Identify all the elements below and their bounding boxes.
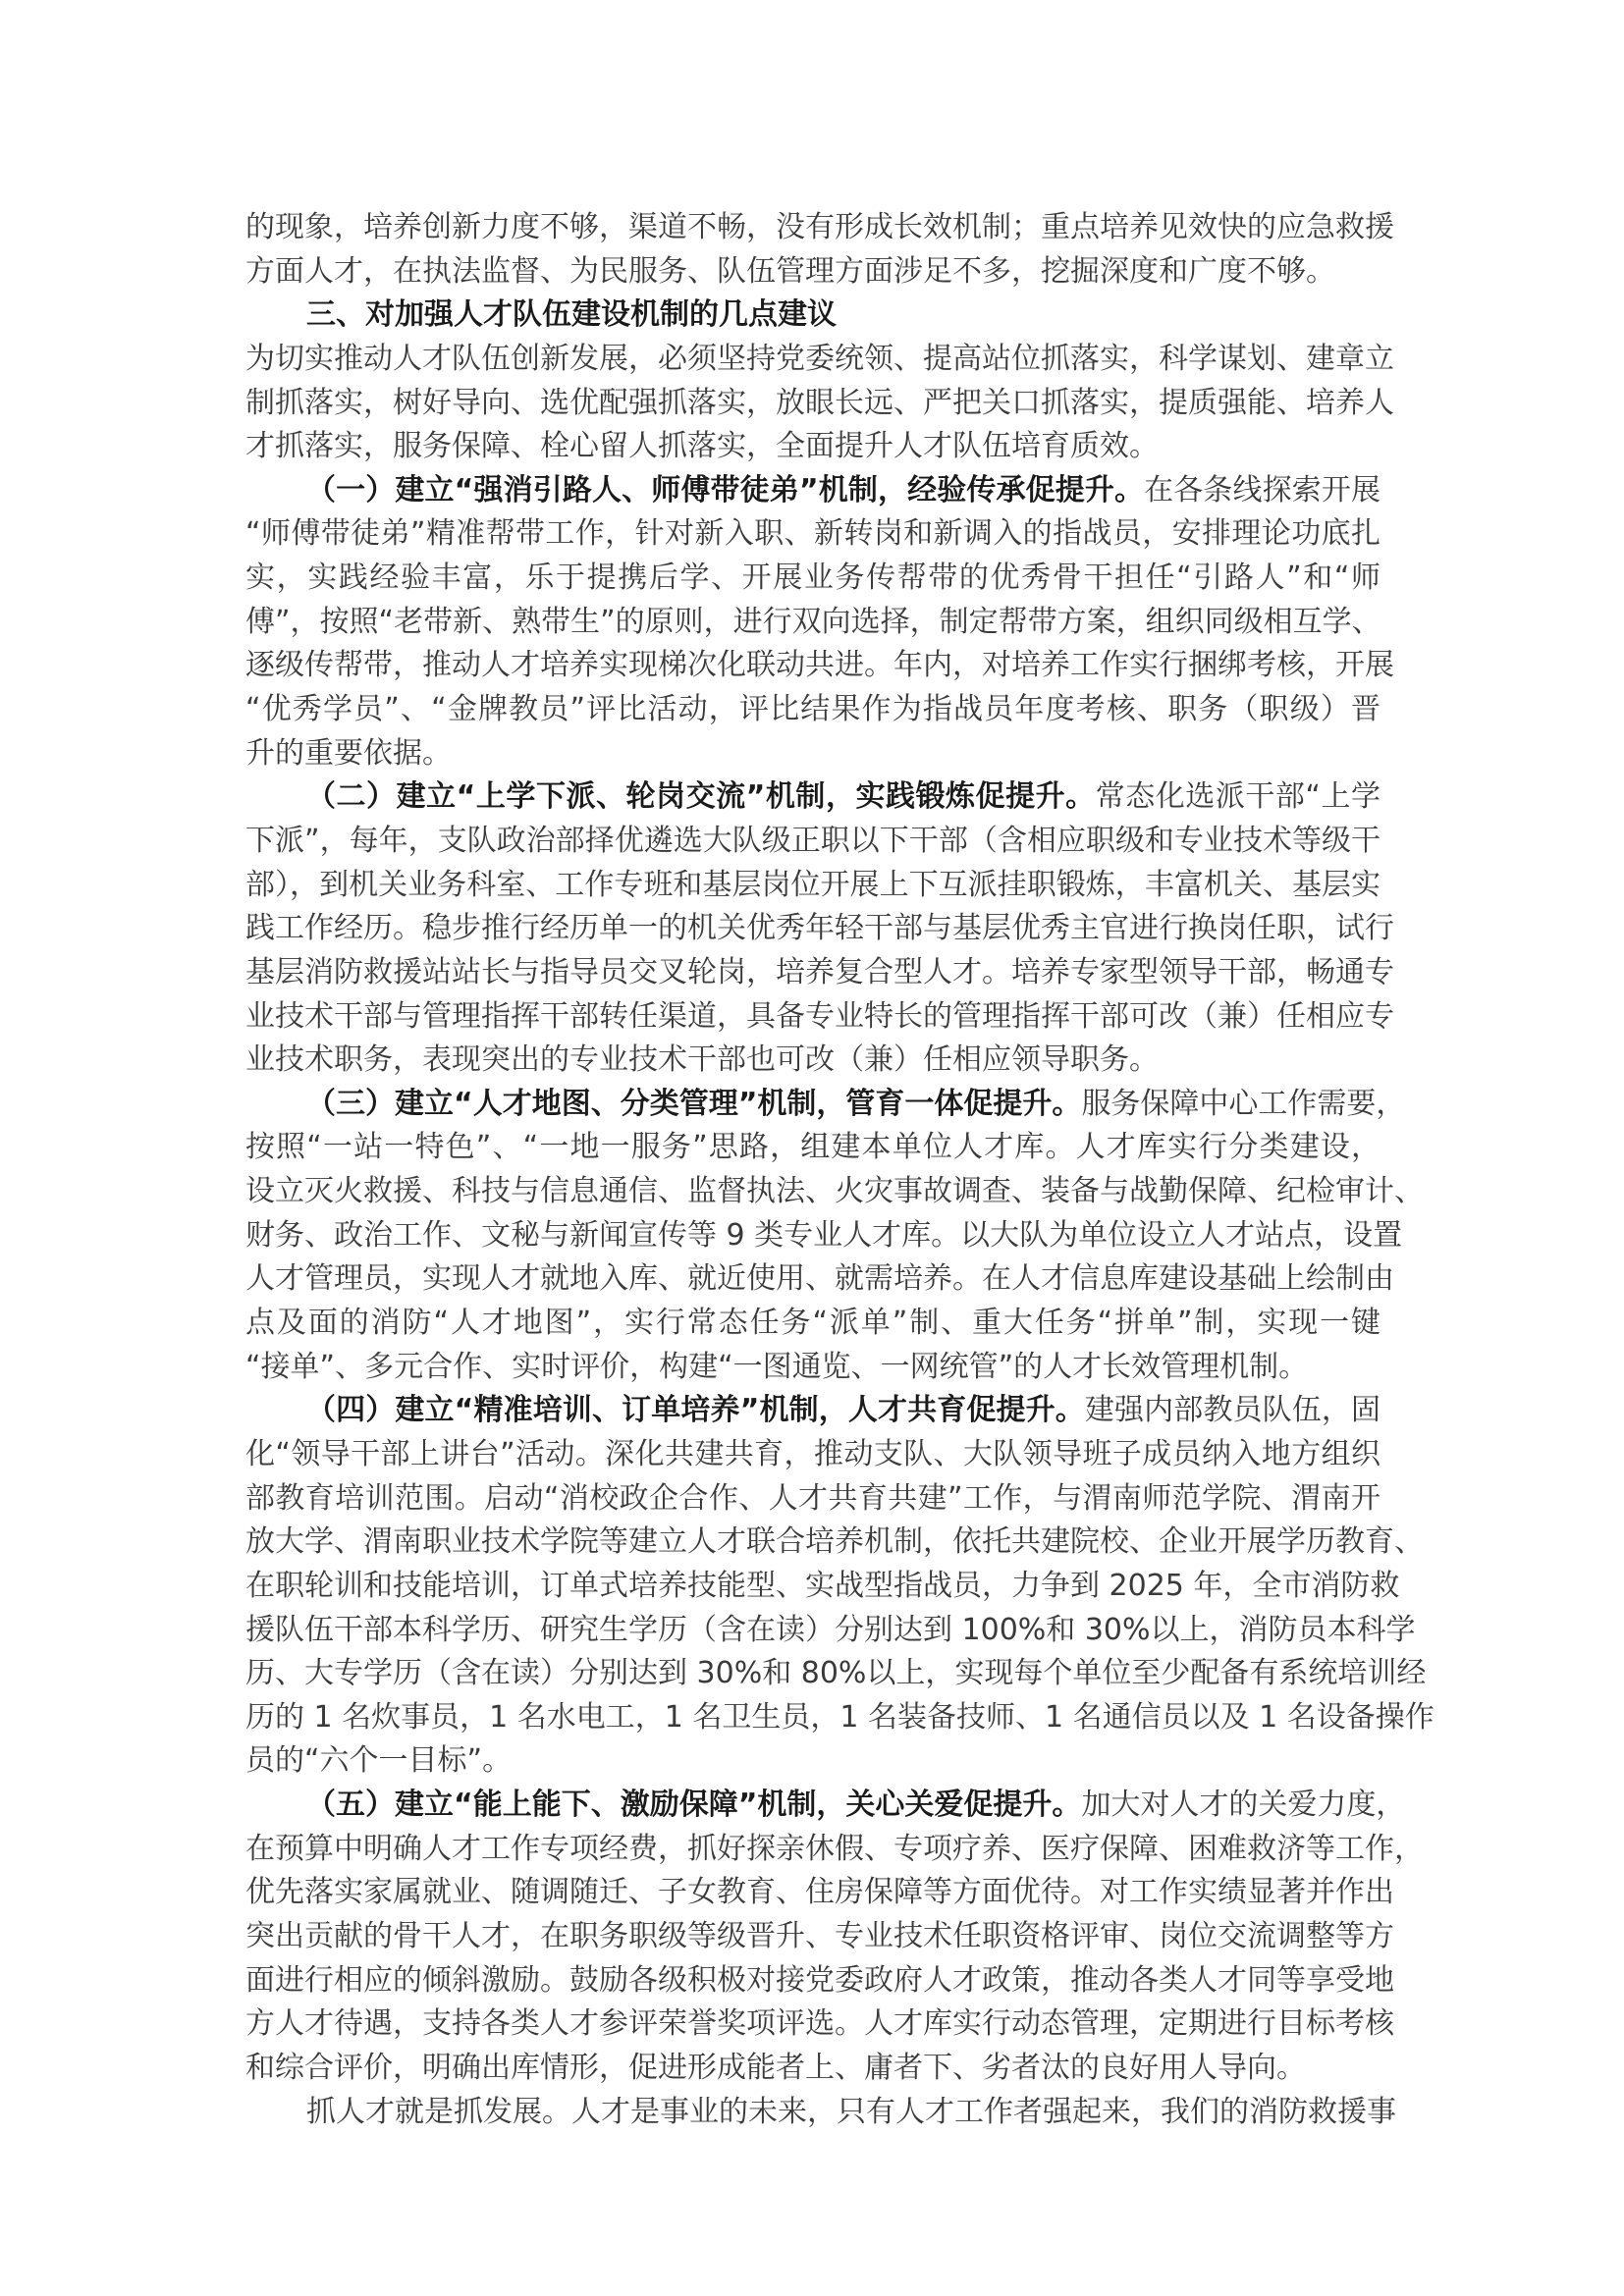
text-line <box>245 1609 1416 1653</box>
text-line <box>245 1257 1394 1302</box>
line-text: 的现象，培养创新力度不够，渠道不畅，没有形成长效机制；重点培养见效快的应急救援 <box>245 210 1394 244</box>
subsection-paragraph <box>245 1389 1435 1784</box>
line-text: 在职轮训和技能培训，订单式培养技能型、实战型指战员，力争到 2025 年，全市消防救 <box>245 1568 1400 1603</box>
line-text: 优先落实家属就业、随调随迁、子女教育、住房保障等方面优待。对工作实绩显著并作出 <box>245 1875 1394 1910</box>
subsection-paragraph <box>245 469 1394 775</box>
line-text: 财务、政治工作、文秘与新闻宣传等 9 类专业人才库。以大队为单位设立人才站点，设置 <box>245 1217 1403 1253</box>
line-text: 加大对人才的关爱力度， <box>1081 1788 1406 1823</box>
line-text: 为切实推动人才队伍创新发展，必须坚持党委统领、提高站位抓落实，科学谋划、建章立 <box>245 341 1394 376</box>
text-line <box>245 1214 1403 1258</box>
text-line <box>245 294 1380 338</box>
text-line <box>245 907 1394 951</box>
line-text: 人才管理员，实现人才就地入库、就近使用、就需培养。在人才信息库建设基础上绘制由 <box>245 1261 1394 1297</box>
text-line <box>245 1083 1406 1127</box>
body-paragraph <box>245 2091 1396 2135</box>
line-text: 基层消防救援站站长与指导员交叉轮岗，培养复合型人才。培养专家型领导干部，畅通专 <box>245 954 1394 989</box>
text-line <box>245 1039 1380 1083</box>
text-line <box>245 2047 1380 2091</box>
line-text: 业技术职务，表现突出的专业技术干部也可改（兼）任相应领导职务。 <box>245 1042 1159 1078</box>
text-line <box>245 1521 1424 1565</box>
document-page <box>245 206 1435 2134</box>
line-text: 方面人才，在执法监督、为民服务、队伍管理方面涉足不多，挖掘深度和广度不够。 <box>245 253 1335 289</box>
subsection-heading: （三）建立“人才地图、分类管理”机制，管育一体促提升。 <box>306 1086 1082 1121</box>
text-line <box>245 338 1394 382</box>
text-line <box>245 1696 1435 1740</box>
line-text: “优秀学员”、“金牌教员”评比活动，评比结果作为指战员年度考核、职务（职级）晋 <box>245 692 1380 727</box>
subsection-paragraph <box>245 775 1394 1082</box>
line-text: 逐级传帮带，推动人才培养实现梯次化联动共进。年内，对培养工作实行捆绑考核，开展 <box>245 648 1394 683</box>
text-line <box>245 425 1380 469</box>
line-text: “师傅带徒弟”精准帮带工作，针对新入职、新转岗和新调入的指战员，安排理论功底扎 <box>245 516 1380 552</box>
line-text: 业技术干部与管理指挥干部转任渠道，具备专业特长的管理指挥干部可改（兼）任相应专 <box>245 998 1394 1034</box>
text-line <box>245 512 1380 557</box>
text-line <box>245 206 1394 250</box>
text-line <box>245 382 1394 426</box>
subsection-heading: （二）建立“上学下派、轮岗交流”机制，实践锻炼促提升。 <box>306 779 1096 815</box>
line-text: 在预算中明确人才工作专项经费，抓好探亲休假、专项疗养、医疗保障、困难救济等工作， <box>245 1831 1424 1866</box>
text-line <box>245 1915 1394 1959</box>
section-heading-text: 三、对加强人才队伍建设机制的几点建议 <box>306 297 837 333</box>
line-text: 面进行相应的倾斜激励。鼓励各级积极对接党委政府人才政策，推动各类人才同等享受地 <box>245 1962 1394 1998</box>
text-line <box>245 1389 1380 1433</box>
line-text: 才抓落实，服务保障、栓心留人抓落实，全面提升人才队伍培育质效。 <box>245 429 1159 464</box>
line-text: 化“领导干部上讲台”活动。深化共建共育，推动支队、大队领导班子成员纳入地方组织 <box>245 1436 1380 1471</box>
text-line <box>245 1959 1394 2003</box>
line-text: 历的 1 名炊事员，1 名水电工，1 名卫生员，1 名装备技师、1 名通信员以及 1 名设备操作 <box>245 1699 1435 1735</box>
subsection-paragraph <box>245 1784 1424 2090</box>
line-text: 抓人才就是抓发展。人才是事业的未来，只有人才工作者强起来，我们的消防救援事 <box>306 2094 1396 2129</box>
line-text: 设立灭火救援、科技与信息通信、监督执法、火灾事故调查、装备与战勤保障、纪检审计、 <box>245 1174 1424 1209</box>
text-line <box>245 469 1380 513</box>
line-text: 员的“六个一目标”。 <box>245 1743 513 1779</box>
line-text: 点及面的消防“人才地图”，实行常态任务“派单”制、重大任务“拼单”制，实现一键 <box>245 1306 1380 1341</box>
text-line <box>245 250 1380 294</box>
text-line <box>245 732 1380 776</box>
text-line <box>245 688 1380 732</box>
text-line <box>245 1346 1380 1390</box>
line-text: 践工作经历。稳步推行经历单一的机关优秀年轻干部与基层优秀主官进行换岗任职，试行 <box>245 911 1394 946</box>
text-line <box>245 1170 1424 1214</box>
text-line <box>245 1784 1406 1828</box>
text-line <box>245 1871 1394 1915</box>
text-line <box>245 820 1380 864</box>
line-text: 和综合评价，明确出库情形，促进形成能者上、庸者下、劣者汰的良好用人导向。 <box>245 2050 1306 2085</box>
text-line <box>245 601 1380 645</box>
text-line <box>245 864 1380 908</box>
line-text: 建强内部教员队伍，固 <box>1084 1393 1380 1428</box>
section-heading <box>245 294 1380 338</box>
text-line <box>245 1302 1380 1346</box>
line-text: 常态化选派干部“上学 <box>1095 779 1380 815</box>
subsection-paragraph <box>245 1083 1424 1389</box>
line-text: 傅”，按照“老带新、熟带生”的原则，进行双向选择，制定帮带方案，组织同级相互学、 <box>245 604 1381 639</box>
line-text: “接单”、多元合作、实时评价，构建“一图通览、一网统管”的人才长效管理机制。 <box>245 1349 1309 1384</box>
line-text: 突出贡献的骨干人才，在职务职级等级晋升、专业技术任职资格评审、岗位交流调整等方 <box>245 1918 1394 1953</box>
line-text: 按照“一站一特色”、“一地一服务”思路，组建本单位人才库。人才库实行分类建设， <box>245 1130 1380 1165</box>
text-line <box>245 1126 1380 1170</box>
text-line <box>245 1433 1380 1477</box>
line-text: 下派”，每年，支队政治部择优遴选大队级正职以下干部（含相应职级和专业技术等级干 <box>245 823 1380 858</box>
line-text: 部），到机关业务科室、工作专班和基层岗位开展上下互派挂职锻炼，丰富机关、基层实 <box>245 867 1380 902</box>
text-line <box>245 1828 1424 1872</box>
body-paragraph <box>245 338 1394 469</box>
text-line <box>245 775 1380 820</box>
line-text: 升的重要依据。 <box>245 735 452 771</box>
text-line <box>245 644 1394 688</box>
text-line <box>245 1565 1400 1609</box>
text-line <box>245 995 1394 1040</box>
text-line <box>245 1477 1380 1522</box>
subsection-heading: （五）建立“能上能下、激励保障”机制，关心关爱促提升。 <box>306 1788 1082 1823</box>
line-text: 制抓落实，树好导向、选优配强抓落实，放眼长远、严把关口抓落实，提质强能、培养人 <box>245 385 1394 420</box>
text-line <box>245 557 1380 601</box>
subsection-heading: （一）建立“强消引路人、师傅带徒弟”机制，经验传承促提升。 <box>306 472 1145 507</box>
line-text: 实，实践经验丰富，乐于提携后学、开展业务传帮带的优秀骨干担任“引路人”和“师 <box>245 561 1380 596</box>
line-text: 方人才待遇，支持各类人才参评荣誉奖项评选。人才库实行动态管理，定期进行目标考核 <box>245 2006 1394 2042</box>
line-text: 援队伍干部本科学历、研究生学历（含在读）分别达到 100%和 30%以上，消防员本科学 <box>245 1612 1416 1647</box>
text-line <box>245 1652 1427 1696</box>
line-text: 放大学、渭南职业技术学院等建立人才联合培养机制，依托共建院校、企业开展学历教育、 <box>245 1524 1424 1560</box>
line-text: 服务保障中心工作需要， <box>1081 1086 1406 1121</box>
line-text: 部教育培训范围。启动“消校政企合作、人才共育共建”工作，与渭南师范学院、渭南开 <box>245 1480 1380 1516</box>
text-line <box>245 951 1394 995</box>
line-text: 历、大专学历（含在读）分别达到 30%和 80%以上，实现每个单位至少配备有系统培训经 <box>245 1656 1427 1691</box>
body-paragraph <box>245 206 1394 294</box>
line-text: 在各条线探索开展 <box>1144 472 1380 507</box>
subsection-heading: （四）建立“精准培训、订单培养”机制，人才共育促提升。 <box>306 1393 1085 1428</box>
text-line <box>245 1739 1380 1784</box>
text-line <box>245 2091 1396 2135</box>
text-line <box>245 2002 1394 2047</box>
